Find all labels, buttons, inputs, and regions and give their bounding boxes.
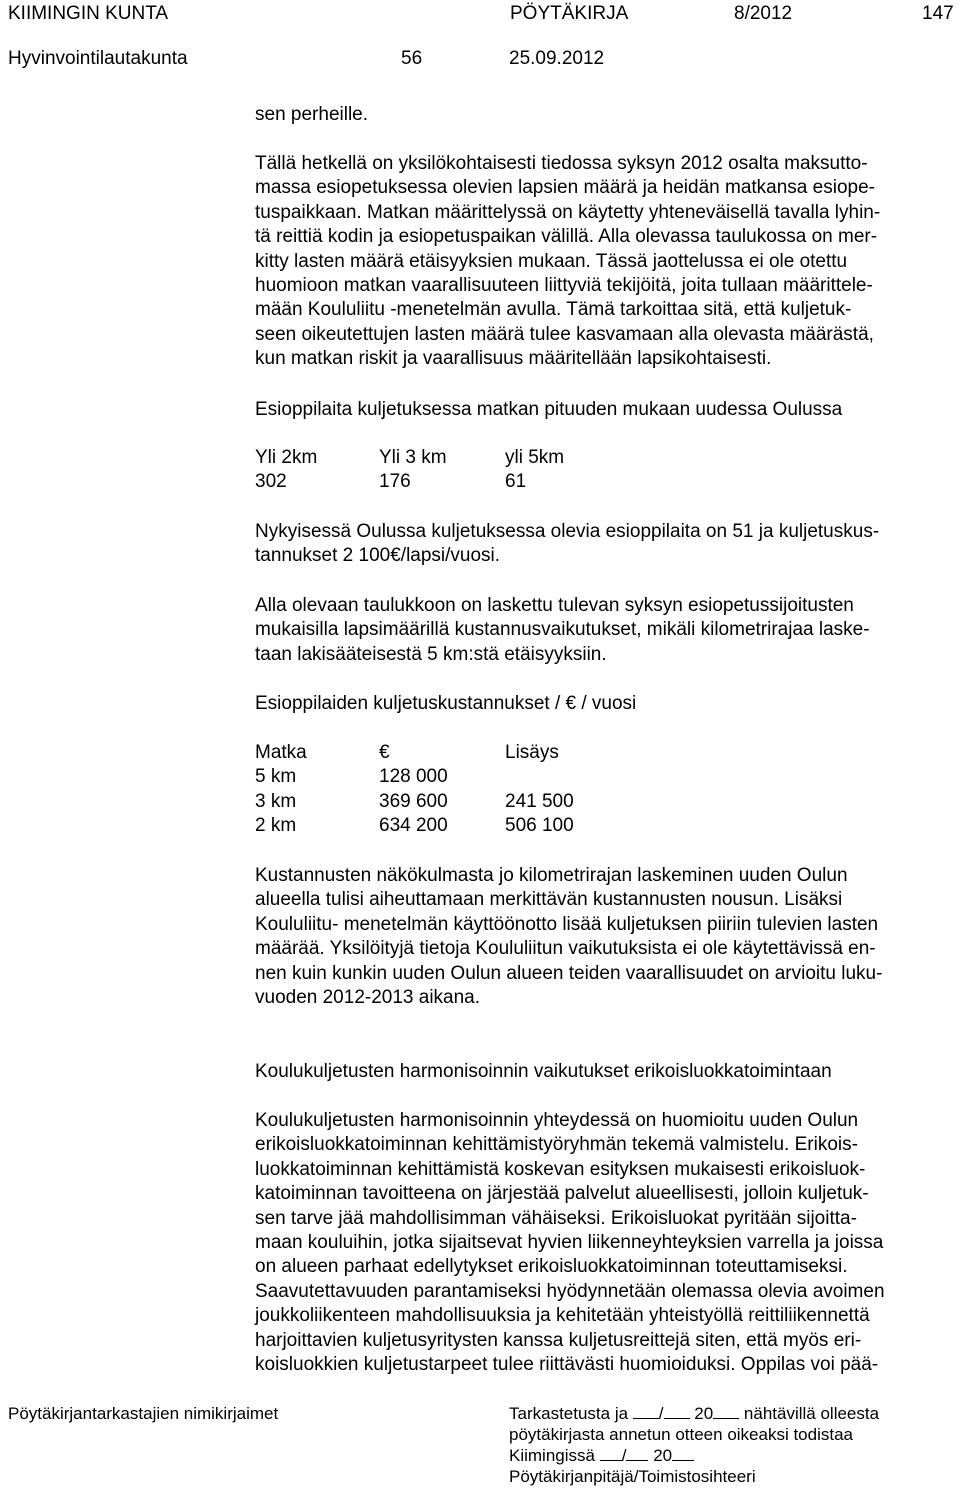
text-line: Kustannusten näkökulmasta jo kilometrirajan laskeminen uuden Oulun [255,865,848,886]
section-number: 56 [401,48,423,69]
text-line: mään Koululiitu -menetelmän avulla. Tämä tarkoittaa sitä, että kuljetuk- [255,299,852,321]
text-line: tuspaikkaan. Matkan määrittelyssä on käytetty yhteneväisellä tavalla lyhin- [255,201,881,223]
paragraph-special-classes [255,1109,955,1377]
date-blank [626,1445,648,1461]
table-header-cell: Yli 2km [255,447,318,468]
date-blank [633,1403,659,1419]
paragraph-cost-impact [255,864,955,1010]
date-blank [664,1403,690,1419]
table2-title: Esioppilaiden kuljetuskustannukset / € / vuosi [255,693,637,714]
section-heading: Koulukuljetusten harmonisoinnin vaikutukset erikoisluokkatoimintaan [255,1061,832,1082]
text-line: kitty lasten määrä etäisyyksien mukaan. Tässä jaottelussa ei ole otettu [255,250,848,272]
document-type: PÖYTÄKIRJA [510,3,629,24]
text-line: Nykyisessä Oulussa kuljetuksessa olevia esioppilaita on 51 ja kuljetuskus- [255,521,880,542]
committee-name: Hyvinvointilautakunta [8,48,188,69]
table-header-cell: € [379,742,390,763]
table-cell: 241 500 [505,790,574,812]
text-line: sen perheille. [255,104,369,125]
text-line: maan kouluihin, jotka sijaitsevat hyvien liikenneyhteyksien varrella ja joissa [255,1232,884,1254]
text-line: on alueen parhaat edellytykset erikoisluokkatoiminnan toteuttamiseksi. [255,1256,848,1278]
text-line: luokkatoiminnan kehittämistä koskevan esityksen mukaisesti erikoisluok- [255,1158,866,1180]
text-line: koisluokkien kuljetustarpeet tulee riittävästi huomioiduksi. Oppilas voi pää- [255,1354,879,1376]
text-line: Alla olevaan taulukkoon on laskettu tulevan syksyn esiopetussijoitusten [255,595,854,616]
footer-signatory: Pöytäkirjanpitäjä/Toimistosihteeri [509,1467,756,1486]
text-line: tannukset 2 100€/lapsi/vuosi. [255,545,501,567]
table-cell: 369 600 [379,790,448,812]
text-line: mukaisilla lapsimäärillä kustannusvaikutukset, mikäli kilometrirajaa laske- [255,619,870,641]
text-line: määrää. Yksilöityjä tietoja Koululiitun vaikutuksista ei ole käytettävissä en- [255,938,876,960]
text-line: erikoisluokkatoiminnan kehittämistyöryhmän tekemä valmistelu. Erikois- [255,1134,858,1156]
text-line: Tällä hetkellä on yksilökohtaisesti tiedossa syksyn 2012 osalta maksutto- [255,153,868,174]
paragraph-current-status [255,152,955,372]
org-name: KIIMINGIN KUNTA [8,3,169,24]
text-line: joukkoliikenteen mahdollisuuksia ja kehitetään yhteistyöllä reittiliikennettä [255,1305,870,1327]
table-header-cell: Yli 3 km [379,447,447,468]
text-line: sen tarve jää mahdollisimman vähäiseksi. Erikoisluokat pyritään sijoitta- [255,1207,857,1229]
text-line: kun matkan riskit ja vaarallisuus määritellään lapsikohtaisesti. [255,348,772,370]
text-line: harjoittavien kuljetusyritysten kanssa kuljetusreittejä siten, että myös eri- [255,1329,862,1351]
text-line: alueella tulisi aiheuttamaan merkittävän kustannusten nousun. Lisäksi [255,889,843,911]
text-line: nen kuin kunkin uuden Oulun alueen teiden vaarallisuudet on arvioitu luku- [255,962,883,984]
text-line: seen oikeutettujen lasten määrä tulee kasvamaan alla olevasta määrästä, [255,323,874,345]
paragraph-cost-intro [255,594,955,667]
paragraph-current-oulu [255,520,955,569]
page-number: 147 [922,3,954,24]
footer-certification-line2: pöytäkirjasta annetun otteen oikeaksi todistaa [509,1425,854,1444]
table1-title: Esioppilaita kuljetuksessa matkan pituuden mukaan uudessa Oulussa [255,399,843,420]
paragraph-continuation [255,103,955,127]
table-cell: 128 000 [379,766,448,788]
issue-number: 8/2012 [734,3,793,24]
table-cell: 3 km [255,790,297,812]
table-cell: 302 [255,471,287,493]
text-line: Koulukuljetusten harmonisoinnin yhteydessä on huomioitu uuden Oulun [255,1110,859,1131]
table-cell: 5 km [255,766,297,788]
text-line: tä reittiä kodin ja esiopetuspaikan välillä. Alla olevassa taulukossa on mer- [255,226,878,248]
text-line: Koululiitu- menetelmän käyttöönotto lisää kuljetuksen piiriin tulevien lasten [255,913,879,935]
table-cell: 506 100 [505,815,574,837]
table-header-cell: Lisäys [505,742,559,763]
date-blank [600,1445,622,1461]
text-line: taan lakisääteisestä 5 km:stä etäisyyksiin. [255,643,607,665]
text-line: massa esiopetuksessa olevien lapsien määrä ja heidän matkansa esiope- [255,177,875,199]
table-header-cell: Matka [255,742,307,763]
meeting-date: 25.09.2012 [509,48,605,69]
footer-place-date: Kiimingissä / 20 [509,1445,694,1466]
footer-initials-label: Pöytäkirjantarkastajien nimikirjaimet [8,1404,279,1423]
text-line: Saavutettavuuden parantamiseksi hyödynnetään olemassa olevia avoimen [255,1280,885,1302]
table-header-cell: yli 5km [505,447,565,468]
text-line: huomioon matkan vaarallisuuteen liittyviä tekijöitä, joita tullaan määrittele- [255,275,873,297]
table-cell: 2 km [255,815,297,837]
table-cell: 61 [505,471,527,493]
text-line: vuoden 2012-2013 aikana. [255,987,481,1009]
table-cell: 634 200 [379,815,448,837]
table-cell: 176 [379,471,411,493]
date-blank [713,1403,739,1419]
text-line: katoiminnan tavoitteena on järjestää palvelut alueellisesti, jolloin kuljetuk- [255,1183,869,1205]
footer-certification: Tarkastetusta ja / 20 nähtävillä olleesta [509,1404,880,1423]
date-blank [672,1445,694,1461]
